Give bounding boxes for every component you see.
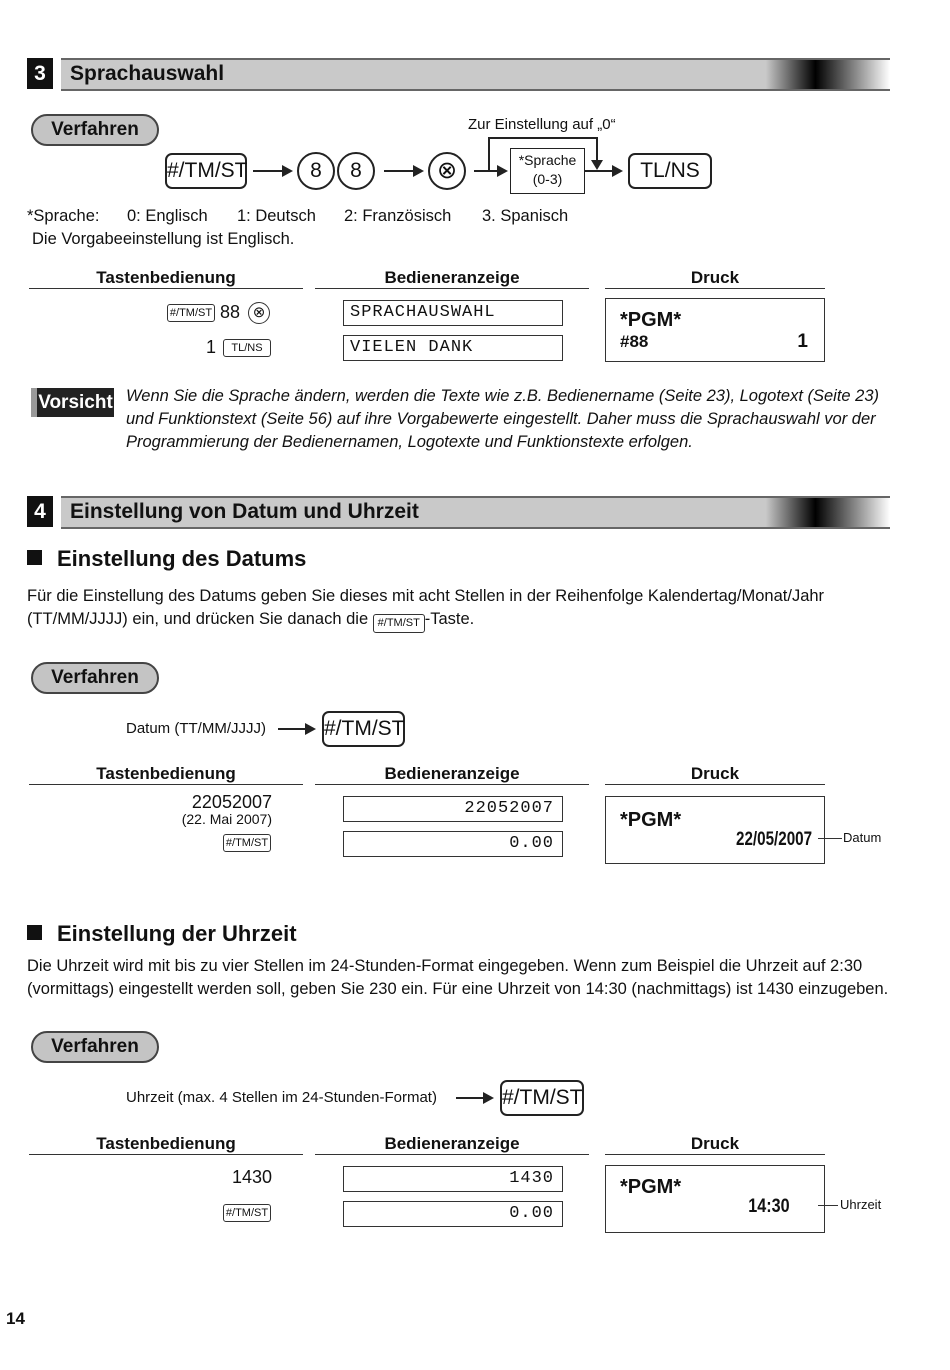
column-header-print: Druck: [690, 268, 740, 287]
column-rule: [315, 288, 589, 289]
time-instructions: Die Uhrzeit wird mit bis zu vier Stellen im 24-Stunden-Format eingegeben. Wenn zum Beispiel die Uhrzeit auf 2:30 (vormittags) eingestellt werden soll, geben Sie 230 ein. Für eine Uhrzeit von 14:30 (nachmittags) ist 1430 einzugeben.: [27, 957, 889, 998]
printout-pgm: *PGM*: [620, 309, 682, 331]
language-box-line2: (0-3): [532, 171, 563, 187]
section-number: 4: [27, 496, 53, 527]
operator-display: VIELEN DANK: [343, 335, 563, 361]
procedure-label: Verfahren: [31, 1031, 159, 1063]
column-rule: [315, 1154, 589, 1155]
language-box-line1: *Sprache: [518, 152, 577, 168]
language-option: 3. Spanisch: [482, 207, 569, 225]
language-option: 2: Französisch: [344, 207, 452, 225]
operator-display: 0.00: [343, 831, 563, 857]
procedure-label: Verfahren: [31, 662, 159, 694]
date-subheading: [27, 546, 306, 572]
printout: [605, 298, 825, 362]
printout-time: 14:30: [748, 1196, 790, 1217]
time-flow-label: Uhrzeit (max. 4 Stellen im 24-Stunden-Format): [126, 1089, 437, 1106]
section-title: Einstellung von Datum und Uhrzeit: [70, 500, 419, 523]
key-entry: 22052007: [191, 792, 272, 812]
key-entry-note: (22. Mai 2007): [181, 811, 272, 827]
callout-date: Datum: [843, 830, 882, 845]
flow-arrow: [278, 728, 314, 730]
tmst-key-small: #/TM/ST: [223, 834, 271, 852]
column-rule: [315, 784, 589, 785]
column-header-keys: Tastenbedienung: [96, 1134, 236, 1153]
x-key-icon: ⊗: [248, 302, 270, 324]
zero-setting-note: Zur Einstellung auf „0“: [468, 116, 616, 133]
flow-arrow: [474, 170, 506, 172]
callout-time: Uhrzeit: [840, 1197, 882, 1212]
operator-display: 0.00: [343, 1201, 563, 1227]
flow-arrow: [253, 170, 291, 172]
date-text-part2: -Taste.: [424, 610, 475, 628]
loop-line: [596, 137, 598, 161]
bullet-square-icon: [27, 925, 42, 940]
loop-arrowhead: [591, 160, 603, 170]
printout-pgm: *PGM*: [620, 809, 682, 831]
printout: [605, 1165, 825, 1233]
tmst-key-small: #/TM/ST: [167, 304, 215, 322]
column-rule: [29, 784, 303, 785]
column-header-print: Druck: [690, 1134, 740, 1153]
language-option: 1: Deutsch: [237, 207, 316, 225]
column-header-print: Druck: [690, 764, 740, 783]
tmst-key: #/TM/ST: [322, 711, 405, 747]
default-note: Die Vorgabeeinstellung ist Englisch.: [32, 230, 295, 248]
page-number: 14: [6, 1309, 25, 1328]
operator-display: 1430: [343, 1166, 563, 1192]
key-entry: 1430: [231, 1167, 272, 1187]
x-key-icon: ⊗: [428, 152, 466, 190]
section-4-header: [27, 495, 890, 527]
date-heading-text: Einstellung des Datums: [57, 546, 307, 571]
date-flow-label: Datum (TT/MM/JJJJ): [126, 720, 266, 737]
printout-value: 1: [797, 331, 808, 352]
section-title: Sprachauswahl: [70, 62, 225, 85]
flow-arrow: [384, 170, 422, 172]
column-rule: [605, 288, 825, 289]
tmst-key-inline: #/TM/ST: [373, 614, 425, 633]
time-heading-text: Einstellung der Uhrzeit: [57, 921, 297, 946]
tmst-key-small: #/TM/ST: [223, 1204, 271, 1222]
date-instructions: [27, 585, 907, 633]
language-option: 0: Englisch: [127, 207, 208, 225]
column-header-display: Bedieneranzeige: [384, 764, 520, 783]
callout-line: [818, 1205, 838, 1206]
bullet-square-icon: [27, 550, 42, 565]
key-entry: 88: [220, 302, 241, 322]
language-options-label: *Sprache:: [27, 207, 100, 225]
tmst-key: #/TM/ST: [165, 153, 247, 189]
section-number: 3: [27, 58, 53, 89]
caution-text: Wenn Sie die Sprache ändern, werden die Texte wie z.B. Bedienername (Seite 23), Logotext (Seite 23) und Funktionstext (Seite 56) auf ihre Vorgabewerte eingestellt. Daher muss die Sprachauswahl vor der Programmierung der Bedienernamen, Logotexte und Funktionstexte erfolgen.: [126, 387, 880, 451]
callout-line: [818, 838, 842, 839]
time-subheading: [27, 921, 297, 947]
column-header-keys: Tastenbedienung: [96, 268, 236, 287]
operator-display: SPRACHAUSWAHL: [343, 300, 563, 326]
language-input-box: [510, 148, 585, 194]
digit-8-key: 8: [297, 152, 335, 190]
section-3-header: [27, 57, 890, 89]
loop-line: [488, 137, 490, 170]
column-rule: [29, 1154, 303, 1155]
key-entry: 1: [206, 337, 217, 357]
printout-pgm: *PGM*: [620, 1176, 682, 1198]
column-header-display: Bedieneranzeige: [384, 1134, 520, 1153]
column-rule: [605, 1154, 825, 1155]
digit-8-key: 8: [337, 152, 375, 190]
column-header-keys: Tastenbedienung: [96, 764, 236, 783]
tlns-key: TL/NS: [628, 153, 712, 189]
loop-line: [488, 137, 598, 139]
procedure-label: Verfahren: [31, 114, 159, 146]
printout: [605, 796, 825, 864]
column-header-display: Bedieneranzeige: [384, 268, 520, 287]
tlns-key-small: TL/NS: [223, 339, 271, 357]
caution-label: Vorsicht: [31, 388, 114, 417]
column-rule: [605, 784, 825, 785]
column-rule: [29, 288, 303, 289]
date-text-part1: Für die Einstellung des Datums geben Sie dieses mit acht Stellen in der Reihenfolge Kalendertag/Monat/Jahr (TT/MM/JJJJ) ein, und drücken Sie danach die: [27, 587, 825, 628]
printout-code: #88: [620, 332, 649, 351]
flow-arrow: [456, 1097, 492, 1099]
flow-arrow: [585, 170, 621, 172]
printout-date: 22/05/2007: [735, 829, 812, 850]
tmst-key: #/TM/ST: [500, 1080, 584, 1116]
operator-display: 22052007: [343, 796, 563, 822]
